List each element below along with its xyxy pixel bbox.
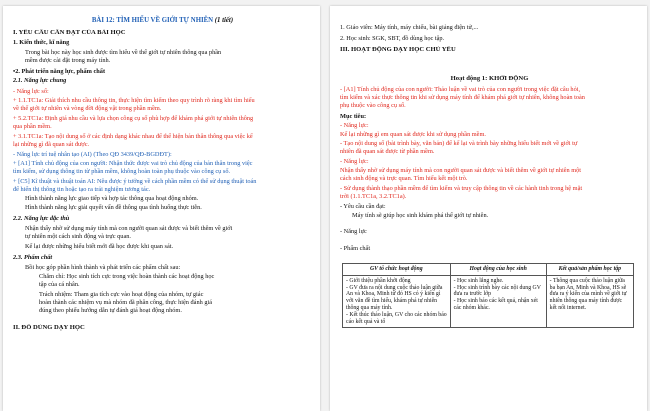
teacher-step-2: - GV đưa ra nội dung cuộc thảo luận giữa An và Khoa, Minh từ đó HS có ý kiến gì với văn đề tìm hiểu, khám phá tự nhiên thông qua máy tính. <box>346 284 443 311</box>
quality-diligence-a: o Chăm chỉ: Học sinh tích cực trong việc hoàn thành các hoạt động học <box>39 273 312 280</box>
lesson-title: BÀI 12: TÌM HIỂU VỀ GIỚI TỰ NHIÊN <box>91 17 214 24</box>
activity-ai-note-c: phụ thuộc vào công cụ số. <box>340 102 406 109</box>
section-heading-3: III. HOẠT ĐỘNG DẠY HỌC CHỦ YẾU <box>340 46 456 53</box>
table-cell-student <box>450 275 546 328</box>
digital-competency-1a: + 1.1.TC1a: Giải thích nhu cầu thông tin, thực hiện tìm kiếm theo quy trình rõ ràng khi tìm hiểu <box>13 97 255 104</box>
section-heading-2: II. ĐỒ DÙNG DẠY HỌC <box>13 324 85 331</box>
activity-ai-note-b: tìm kiếm và xác thực thông tin khi sử dụng máy tính để khám phá giới tự nhiên, không hoàn toàn <box>340 94 585 101</box>
quality-diligence-b: tập của cá nhân. <box>39 281 80 288</box>
table-header-student: Hoạt động của học sinh <box>450 264 546 276</box>
document-page-right <box>330 6 647 411</box>
activity-1-title: Hoạt động 1: KHỞI ĐỘNG <box>450 75 529 82</box>
objective-competency-label-1: - Năng lực: <box>340 122 369 129</box>
ai-competency-1b: tìm kiếm, sử dụng thông tin từ phần mềm, không hoàn toàn phụ thuộc vào công cụ số. <box>13 168 231 175</box>
general-competency-item-1: • Hình thành năng lực giao tiếp và hợp tác thông qua hoạt động nhóm. <box>25 195 312 202</box>
student-step-2: - Học sinh trình bày các nội dung GV đưa ra trước lớp <box>453 284 541 298</box>
digital-competency-2b: qua phần mềm. <box>13 123 52 130</box>
objective-line-4a: - Sử dụng thành thạo phần mềm để tìm kiếm và truy cập thông tin về các hành tinh trong hệ mặt <box>340 185 583 192</box>
table-cell-teacher <box>343 275 451 328</box>
quality-label: - Phẩm chất <box>340 245 371 252</box>
teacher-step-1: - Giới thiệu phần khởi động <box>346 277 411 284</box>
specific-competency-1a: • Nhận thấy nhờ sử dụng máy tính mà con người quan sát được và biết thêm về giới <box>25 225 312 232</box>
section-heading-1: I. YÊU CẦU CẦN ĐẠT CỦA BÀI HỌC <box>13 29 126 36</box>
objective-line-2b: nhiên đã quan sát được từ phần mềm. <box>340 148 435 155</box>
quality-responsibility-a: o Trách nhiệm: Tham gia tích cực vào hoạt động của nhóm, tự giác <box>39 291 312 298</box>
result-text: - Thông qua cuộc thảo luận giữa ba bạn An, Minh và Khoa, HS sẽ đưa ra ý kiến của mình về giới tự nhiên thông qua máy tính được kết nối internet. <box>549 277 627 311</box>
lesson-title-line <box>13 17 312 24</box>
table-header-teacher: GV tổ chức hoạt động <box>343 264 451 276</box>
student-step-3: - Học sinh báo các kết quả, nhận xét các nhóm khác. <box>453 298 538 311</box>
activity-plan-table <box>342 263 634 328</box>
teacher-materials <box>340 24 639 31</box>
objective-line-4b: trời (1.1.TC1a, 3.2.TC1a). <box>340 193 407 200</box>
digital-competency-label: - Năng lực số: <box>13 88 49 95</box>
objective-line-3a: Nhận thấy nhờ sử dụng máy tính mà con người quan sát được và biết thêm về giới tự nhiên một <box>340 167 582 174</box>
lesson-duration: (1 tiết) <box>214 17 234 24</box>
subheading-specific-competency: 2.2. Năng lực đặc thù <box>13 215 70 222</box>
subheading-knowledge: 1. Kiến thức, kĩ năng <box>13 39 70 46</box>
student-step-1: - Học sinh lắng nghe. <box>453 277 504 284</box>
ai-competency-2a: + [C5] Kĩ thuật và thuật toán AI: Nêu được ý tưởng về cách phần mềm có thể sử dụng thuật toán <box>13 178 257 185</box>
objectives-label: Mục tiêu: <box>340 113 367 120</box>
general-competency-item-2: • Hình thành năng lực giải quyết vấn đề thông qua tình huống thực tiễn. <box>25 204 312 211</box>
document-page-left <box>3 6 320 411</box>
digital-competency-3a: + 3.1.TC1a: Tạo nội dung số ở các định dạng khác nhau để thể hiện bản thân thông qua việc kể <box>13 133 253 140</box>
objective-line-2a: - Tạo nội dung số (bài trình bày, văn bản) để kể lại và trình bày những hiểu biết mới về giới tự <box>340 140 578 147</box>
digital-competency-3b: lại những gì đã quan sát được. <box>13 141 90 148</box>
subheading-competency: •2. Phát triển năng lực, phẩm chất <box>13 68 106 75</box>
requirement-label: - Yêu cầu cần đạt: <box>340 203 386 210</box>
table-cell-result <box>546 275 633 328</box>
ai-competency-label: - Năng lực trí tuệ nhân tạo (AI) (Theo QĐ 3439/QĐ-BGDĐT): <box>13 151 172 158</box>
digital-competency-2a: + 5.2.TC1a: Định giá nhu cầu và lựa chọn công cụ số phù hợp để khám phá giới tự nhiên thông <box>13 115 254 122</box>
competency-label: - Năng lực <box>340 228 367 235</box>
specific-competency-2: • Kể lại được những hiểu biết mới đã học được khi quan sát. <box>25 243 312 250</box>
student-materials: 2. Học sinh: SGK, SBT, đồ dùng học tập. <box>340 35 445 42</box>
specific-competency-1b: tự nhiên một cách sinh động và trực quan. <box>25 233 131 240</box>
requirement-item: • Máy tính sẽ giúp học sinh khám phá thế giới tự nhiên. <box>352 212 639 219</box>
objective-competency-label-2: - Năng lực: <box>340 158 369 165</box>
teacher-step-3: - Kết thúc thảo luận, GV cho các nhóm báo cáo kết quả và tổ <box>346 311 447 325</box>
digital-competency-1b: về thế giới tự nhiên và vòng đời động vật trong phần mềm. <box>13 105 162 112</box>
objective-line-3b: cách sinh động và trực quan. Tìm hiểu kết một trò. <box>340 175 468 182</box>
table-row <box>343 275 634 328</box>
subheading-qualities: 2.3. Phẩm chất <box>13 254 53 261</box>
ai-competency-1a: + [A1] Tính chủ động của con người: Nhận thức được vai trò chủ động của bản thân trong việc <box>13 160 253 167</box>
table-header-row <box>343 264 634 276</box>
quality-responsibility-b: hoàn thành các nhiệm vụ mà nhóm đã phân công, thực hiện đánh giá <box>39 299 213 306</box>
quality-responsibility-c: đúng theo phiếu hướng dẫn tự đánh giá hoạt động nhóm. <box>39 307 182 314</box>
subheading-general-competency: 2.1. Năng lực chung <box>13 77 67 84</box>
activity-ai-note-a: - [A1] Tính chủ động của con người: Thảo luận về vai trò của con người trong việc đặt câu hỏi, <box>340 86 581 93</box>
ai-competency-2b: để hiển thị thông tin hoặc tạo ra trải nghiệm tương tác. <box>13 186 151 193</box>
table-header-result: Kết quả/sản phẩm học tập <box>546 264 633 276</box>
teacher-materials-text: 1. Giáo viên: Máy tính, máy chiếu, bài giảng điện tử,... <box>340 24 479 31</box>
knowledge-line-1: • Trong bài học này học sinh được tìm hiểu về thế giới tự nhiên thông qua phần <box>25 49 312 56</box>
objective-line-1: Kể lại những gì em quan sát được khi sử dụng phần mềm. <box>340 131 486 138</box>
knowledge-line-2: mềm được cài đặt trong máy tính. <box>25 57 111 64</box>
qualities-intro: • Bồi học góp phần hình thành và phát triển các phẩm chất sau: <box>25 264 312 271</box>
